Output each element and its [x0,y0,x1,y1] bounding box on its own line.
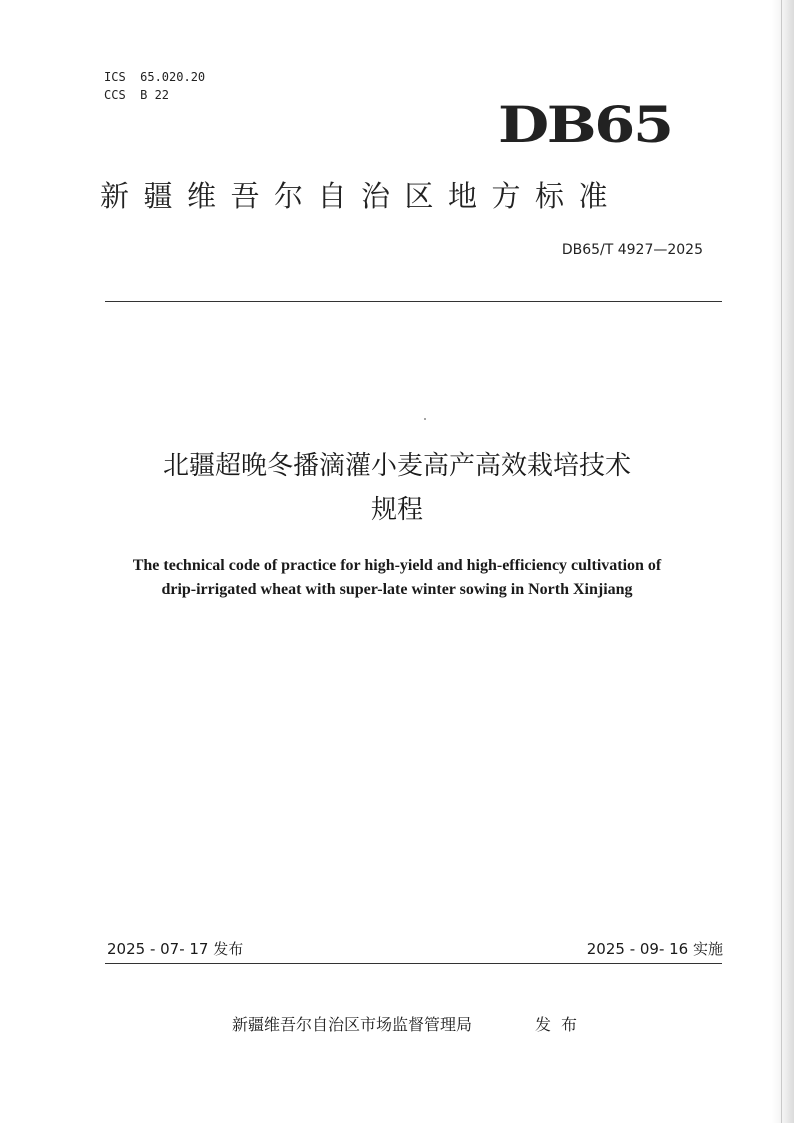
publish-label: 发布 [535,1015,588,1034]
db65-logo: DB65 [498,95,672,154]
title-cn-line-2: 规程 [370,495,423,525]
bottom-divider [105,963,722,964]
title-cn-line-1: 北疆超晚冬播滴灌小麦高产高效栽培技术 [162,451,631,481]
top-divider [105,301,722,302]
publisher-name: 新疆维吾尔自治区市场监督管理局 [232,1015,473,1034]
scan-edge-line [781,0,782,1123]
title-en-line-2: drip-irrigated wheat with super-late winter sowing in North Xinjiang [161,581,633,598]
ccs-code: CCS B 22 [104,88,170,102]
ics-code: ICS 65.020.20 [104,70,206,84]
standard-number: DB65/T 4927—2025 [561,242,703,258]
scan-edge [772,0,794,1123]
issue-date: 2025 - 07- 17 发布 [107,940,244,958]
authority-title: 新疆维吾尔自治区地方标准 [100,179,623,213]
title-en-line-1: The technical code of practice for high-yield and high-efficiency cultivation of [132,557,662,574]
scan-speck [424,418,426,420]
classification-codes [104,68,205,104]
implement-date: 2025 - 09- 16 实施 [586,940,723,958]
